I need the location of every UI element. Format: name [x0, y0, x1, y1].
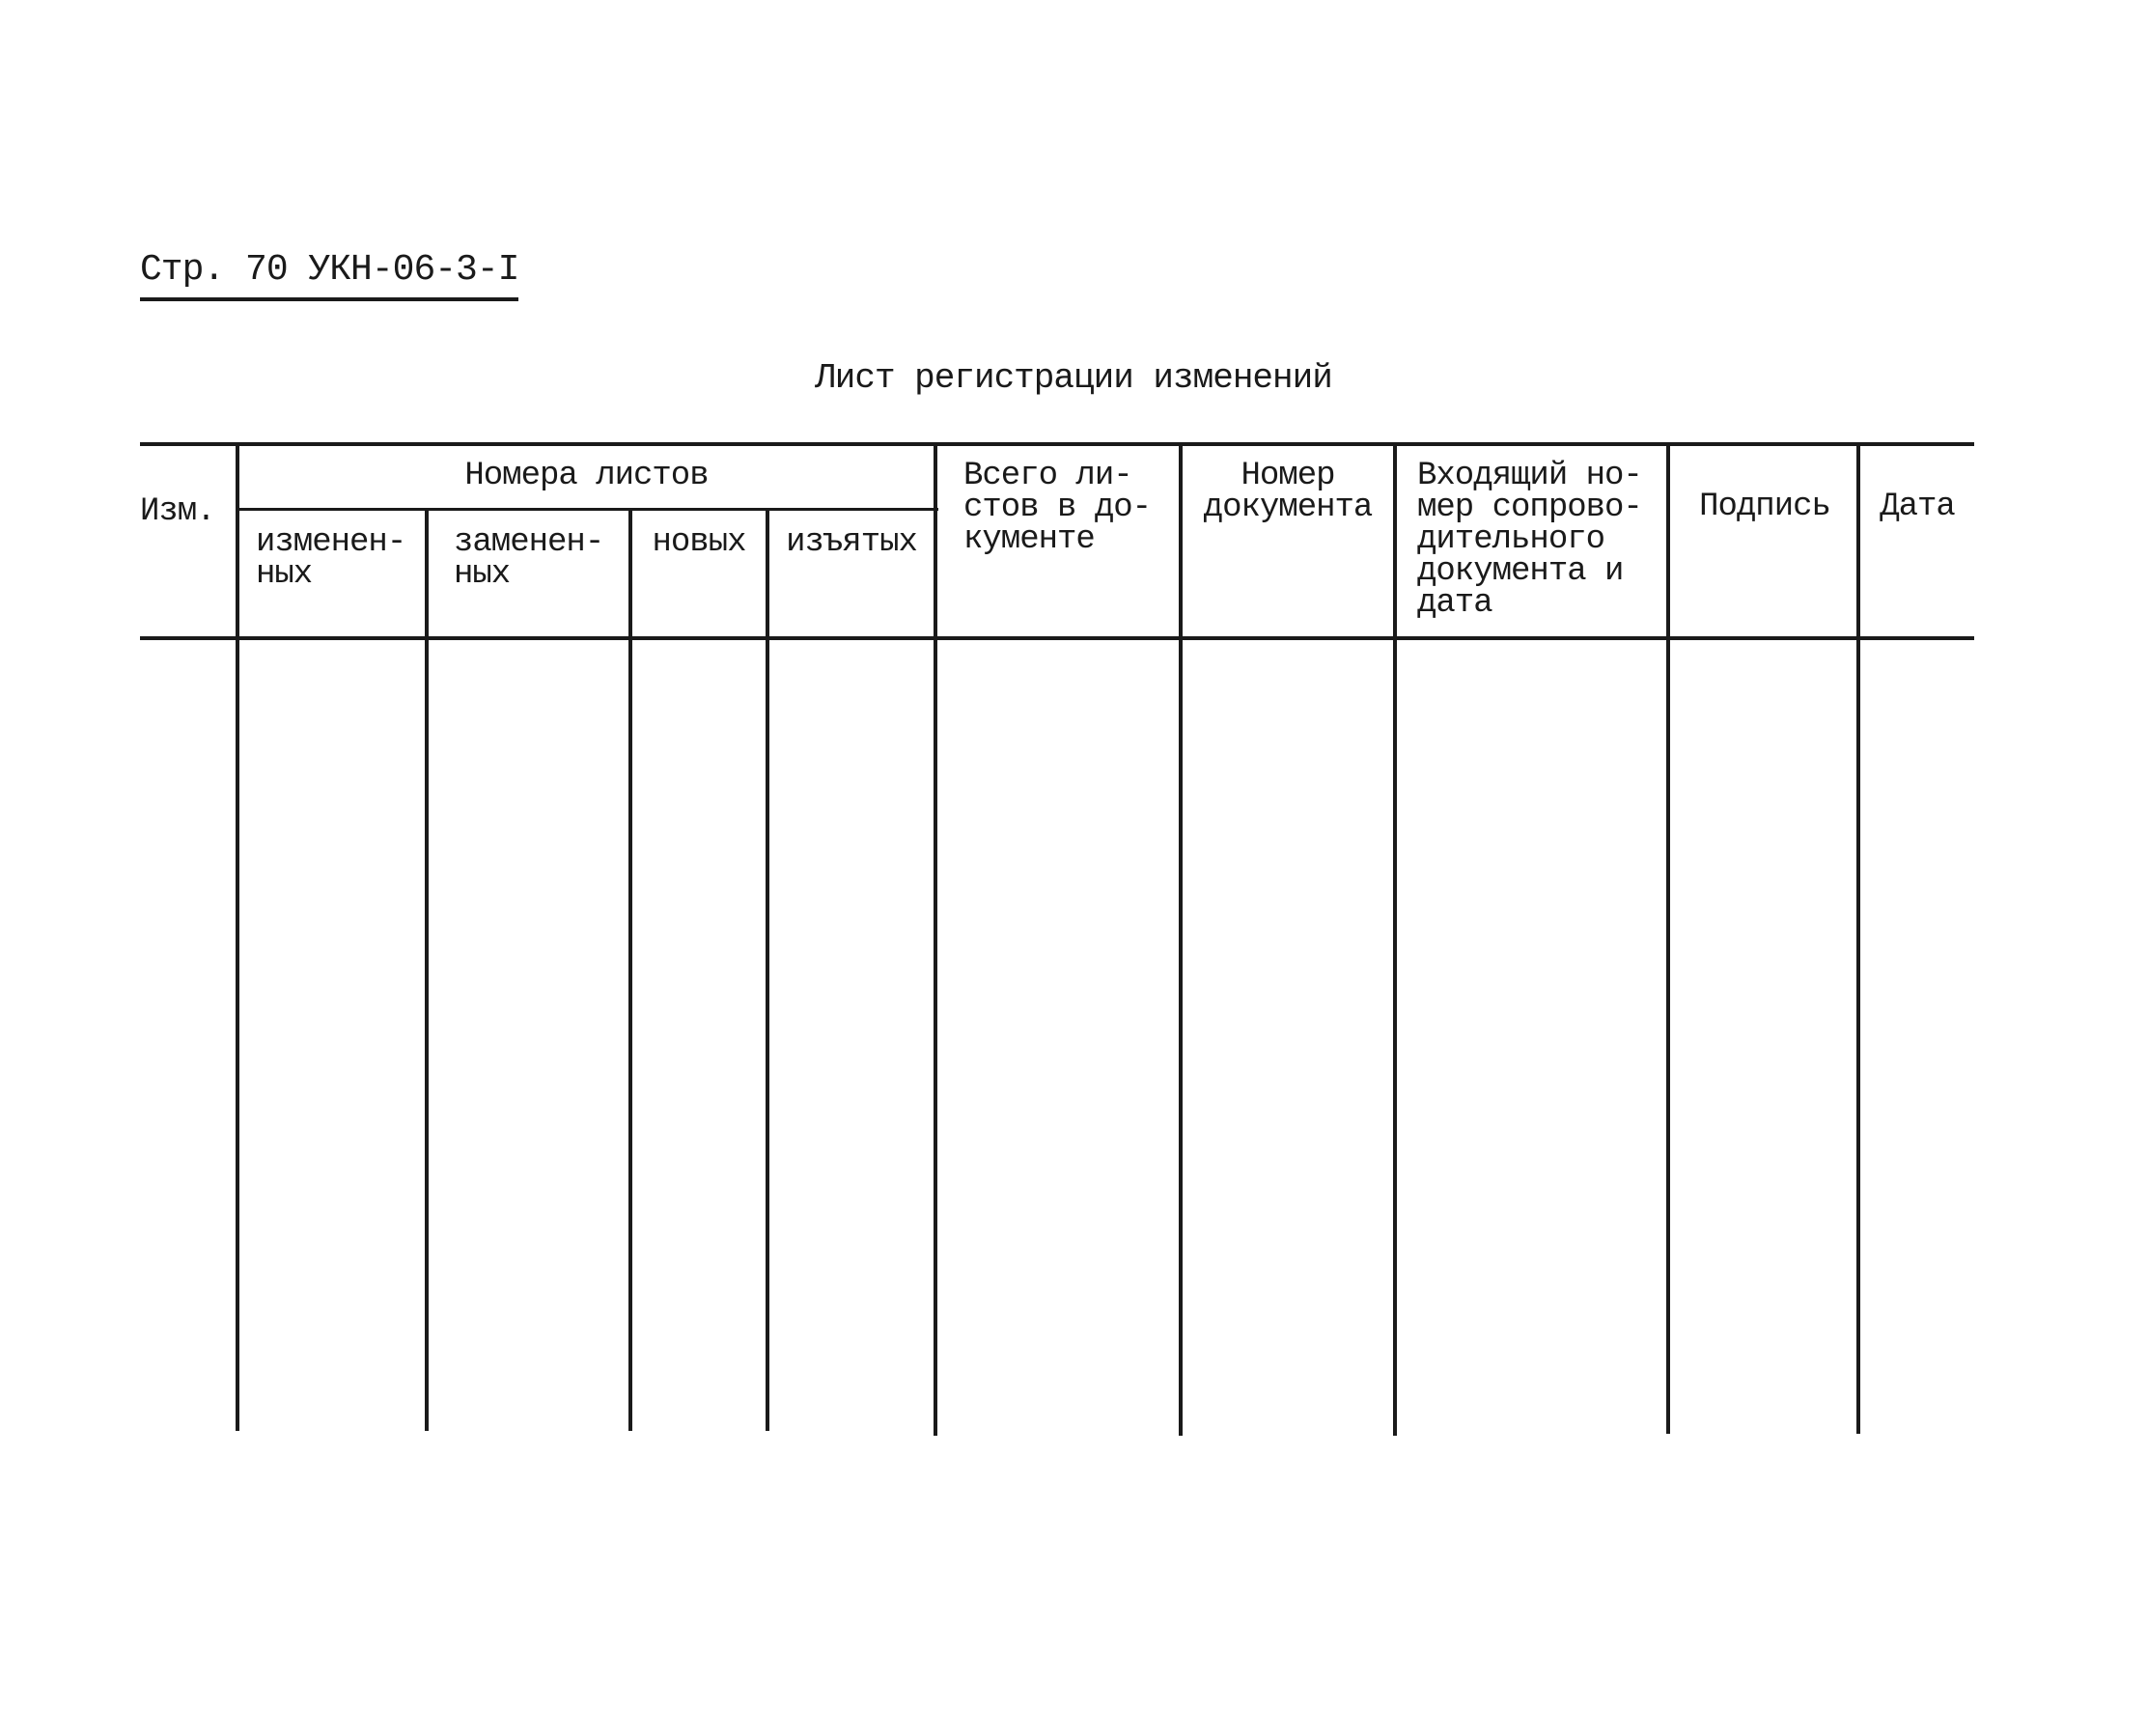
column-divider: [425, 510, 429, 1431]
column-divider: [236, 442, 239, 1431]
header-withdrawn-sheets: изъятых: [786, 524, 917, 561]
column-divider: [1393, 442, 1397, 1436]
header-bottom-border: [140, 636, 1974, 640]
header-date: Дата: [1880, 489, 1955, 525]
column-divider: [934, 442, 937, 1436]
column-divider: [628, 510, 632, 1431]
header-incoming-number: Входящий но- мер сопрово- дительного документа и дата: [1417, 458, 1642, 622]
header-change-number: Изм.: [140, 493, 215, 530]
column-divider: [1856, 442, 1860, 1434]
header-document-number: Номер документа: [1203, 458, 1373, 526]
page-header: Стр. 70 УКН-06-3-I: [140, 249, 518, 301]
column-divider: [1179, 442, 1183, 1436]
header-total-sheets: Всего ли- стов в до- кументе: [963, 458, 1152, 558]
header-changed-sheets: изменен- ных: [256, 524, 406, 593]
header-replaced-sheets: заменен- ных: [454, 524, 604, 593]
column-divider: [766, 510, 769, 1431]
header-signature: Подпись: [1699, 489, 1830, 525]
group-header-divider: [237, 508, 938, 511]
table-top-border: [140, 442, 1974, 446]
document-title: Лист регистрации изменений: [815, 358, 1332, 398]
header-sheet-numbers: Номера листов: [464, 458, 709, 494]
column-divider: [1666, 442, 1670, 1434]
header-new-sheets: новых: [652, 524, 746, 561]
